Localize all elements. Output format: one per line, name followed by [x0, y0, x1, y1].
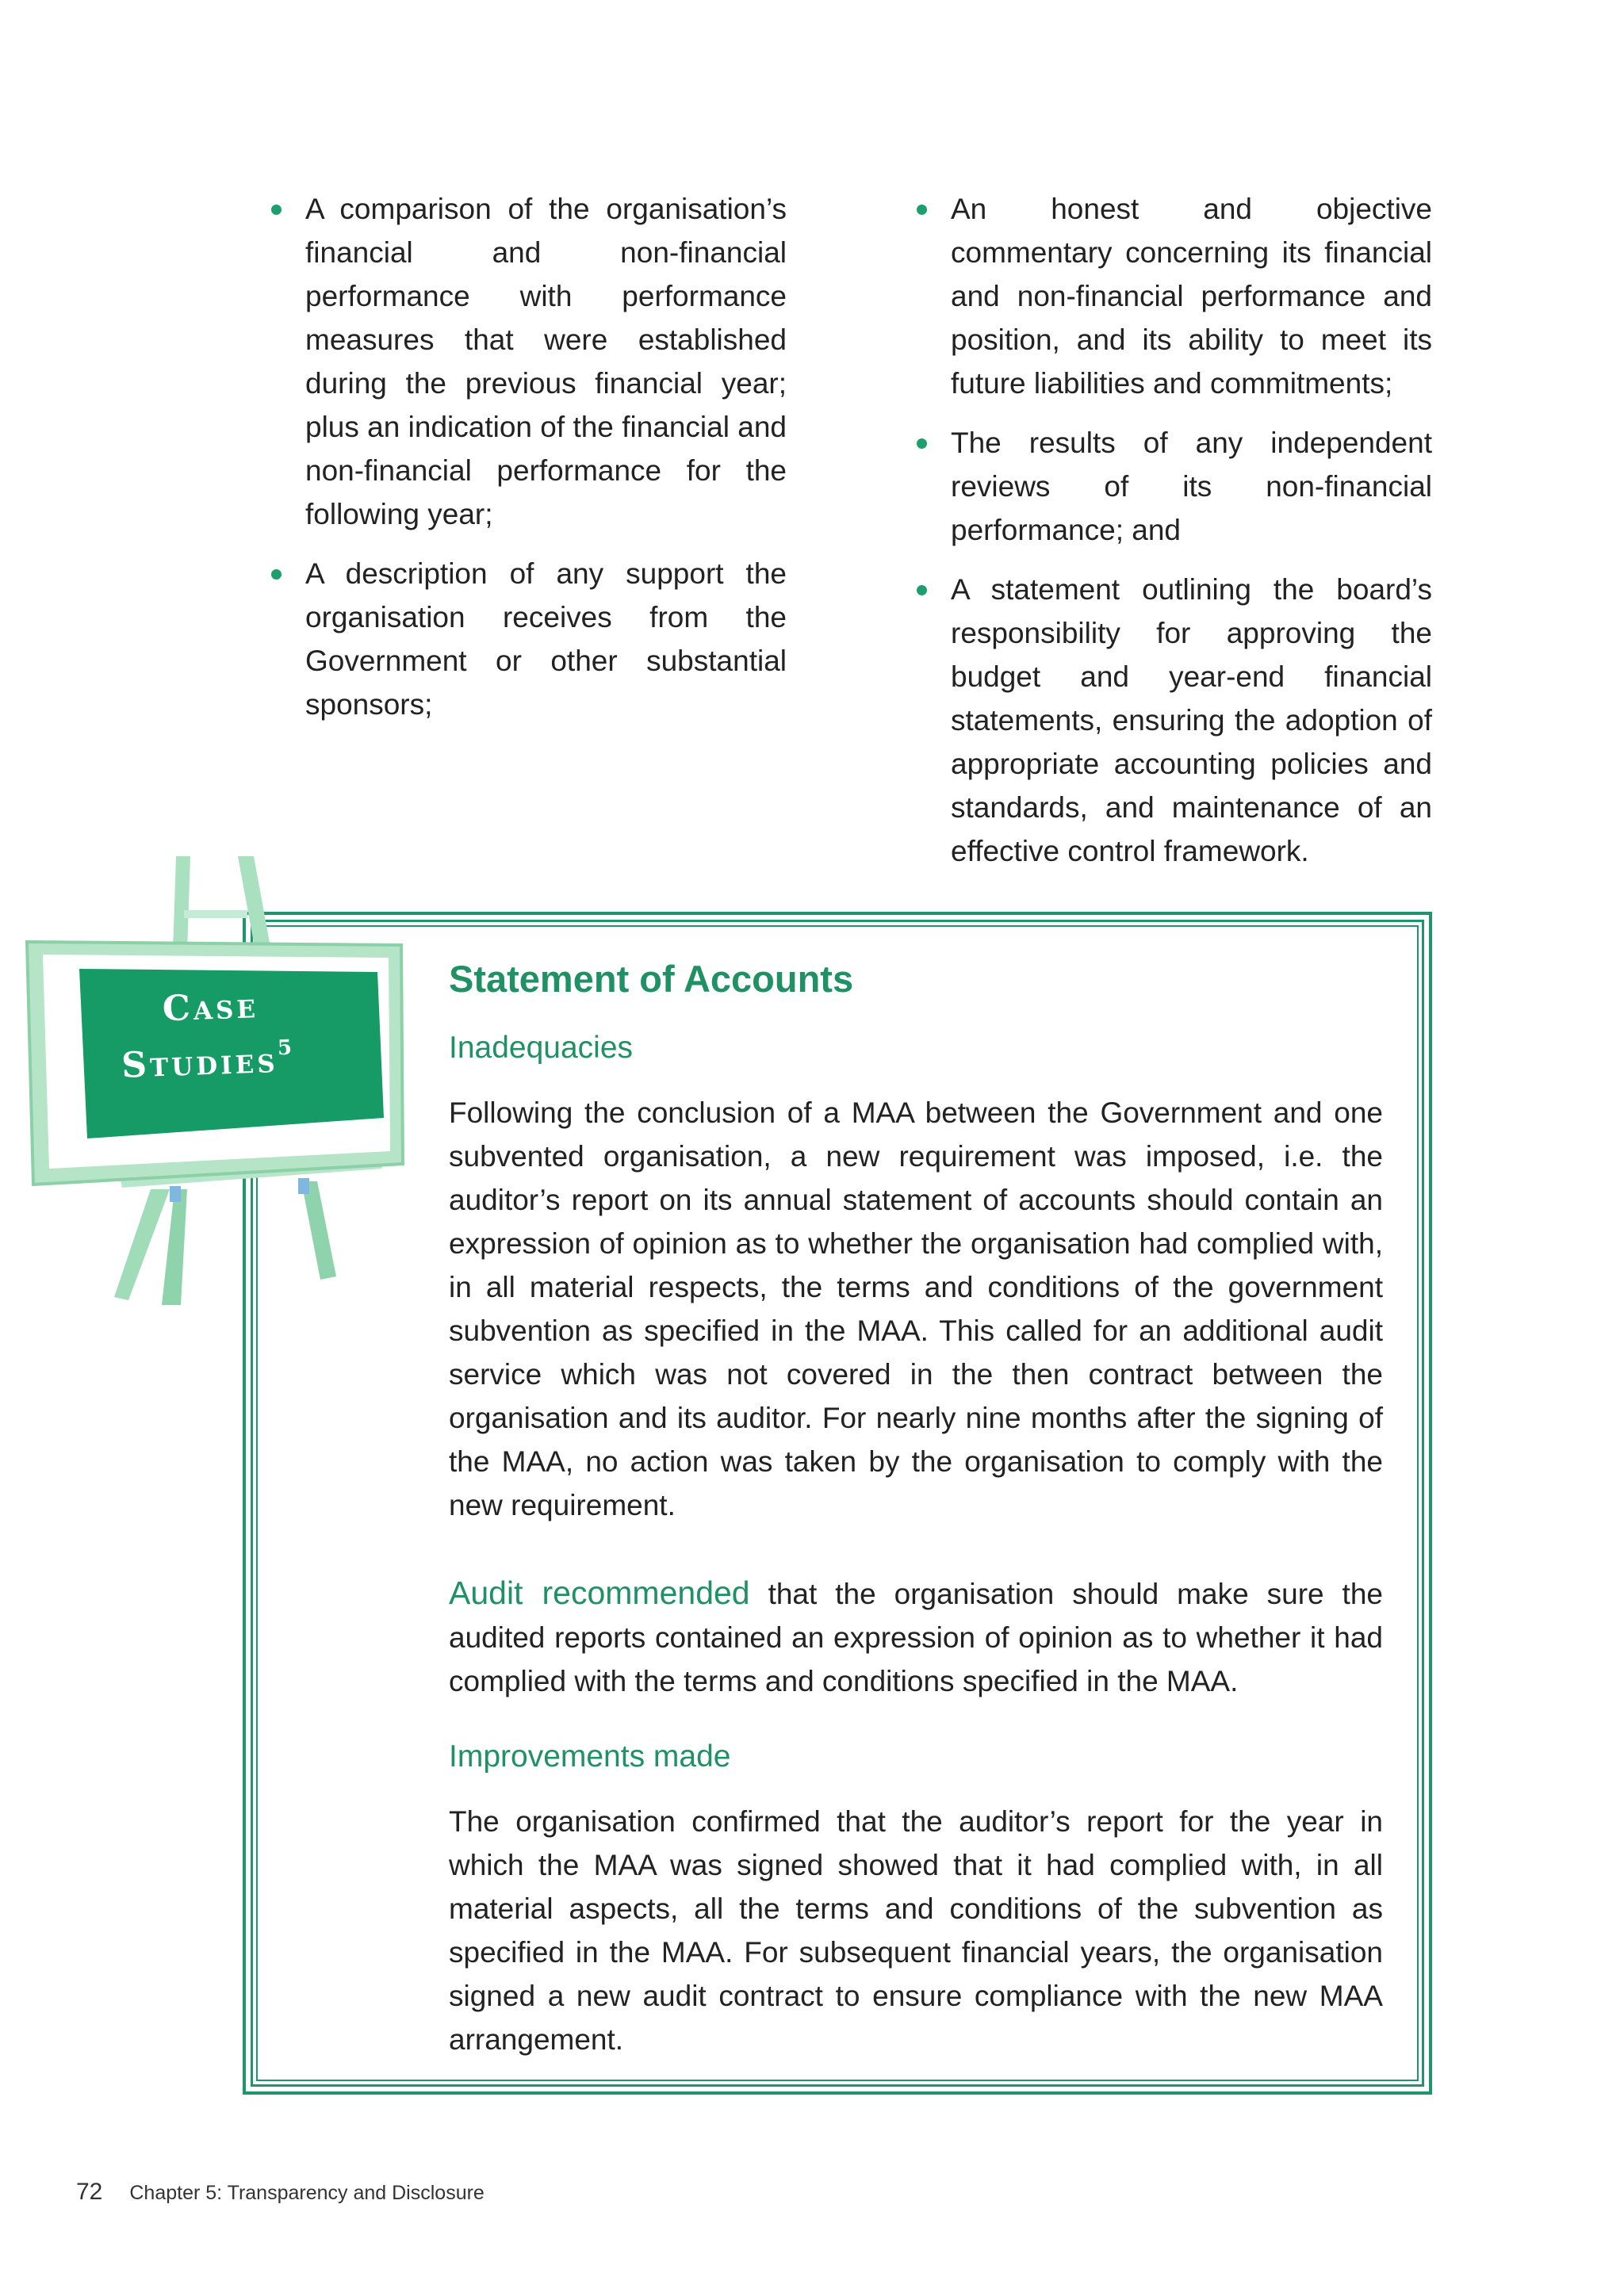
- case-title: Statement of Accounts: [449, 958, 854, 1000]
- right-bullet-column: [912, 187, 1432, 889]
- easel-line-case: Case: [161, 985, 259, 1030]
- improvements-text: The organisation confirmed that the auditor’s report for the year in which the MAA was signed showed that it had complied with, in all material aspects, all the terms and conditions of the subvention as specified in the MAA. For subsequent financial years, the organisation signed a new audit contract to ensure compliance with the new MAA arrangement.: [449, 1805, 1383, 2056]
- inadequacies-heading: Inadequacies: [449, 1031, 634, 1065]
- bullet-text: A description of any support the organisation receives from the Government or other substantial sponsors;: [305, 557, 787, 721]
- bullet-item: [912, 421, 1432, 552]
- recommendation-paragraph: [449, 1571, 1383, 1703]
- bullet-dot-icon: [917, 205, 927, 215]
- bullet-dot-icon: [917, 585, 927, 595]
- bullet-item: [912, 187, 1432, 405]
- easel-line-studies: Studies: [121, 1039, 279, 1086]
- case-study-content: [449, 951, 1383, 2106]
- bullet-text: A comparison of the organisation’s financial and non-financial performance with performance measures that were established during the previous financial year; plus an indication of the financial and non-financial performance for the following year;: [305, 193, 787, 530]
- chapter-label: Chapter 5: Transparency and Disclosure: [129, 2182, 485, 2204]
- bullet-text: A statement outlining the board’s responsibility for approving the budget and year-end financial statements, ensuring the adoption of appropriate accounting policies and standards, and maintenance of an effective control framework.: [951, 573, 1432, 867]
- bullet-item: [266, 552, 787, 726]
- left-bullet-column: [266, 187, 787, 742]
- recommended-lead: Audit recommended: [449, 1575, 750, 1611]
- bullet-dot-icon: [271, 569, 282, 580]
- easel-superscript: 5: [277, 1035, 296, 1061]
- bullet-dot-icon: [917, 438, 927, 449]
- improvements-heading: Improvements made: [449, 1739, 731, 1774]
- bullet-dot-icon: [271, 205, 282, 215]
- bullet-text: The results of any independent reviews of its non-financial performance; and: [951, 427, 1432, 546]
- bullet-text: An honest and objective commentary concerning its financial and non-financial performance and position, and its ability to meet its future liabilities and commitments;: [951, 193, 1432, 400]
- easel-board-label: [109, 978, 366, 1090]
- bullet-item: [266, 187, 787, 536]
- page-footer: [76, 2179, 485, 2206]
- recommended-text: that the organisation should make sure the audited reports contained an expression of opinion as to whether it had complied with the terms and conditions specified in the MAA.: [449, 1578, 1383, 1697]
- page-number: 72: [76, 2179, 103, 2205]
- inadequacies-text: Following the conclusion of a MAA between the Government and one subvented organisation, a new requirement was imposed, i.e. the auditor’s report on its annual statement of accounts should contain an expression of opinion as to whether the organisation had complied with, in all material respects, the terms and conditions of the government subvention as specified in the MAA. This called for an additional audit service which was not covered in the then contract between the organisation and its auditor. For nearly nine months after the signing of the MAA, no action was taken by the organisation to comply with the new requirement.: [449, 1096, 1383, 1521]
- bullet-item: [912, 568, 1432, 873]
